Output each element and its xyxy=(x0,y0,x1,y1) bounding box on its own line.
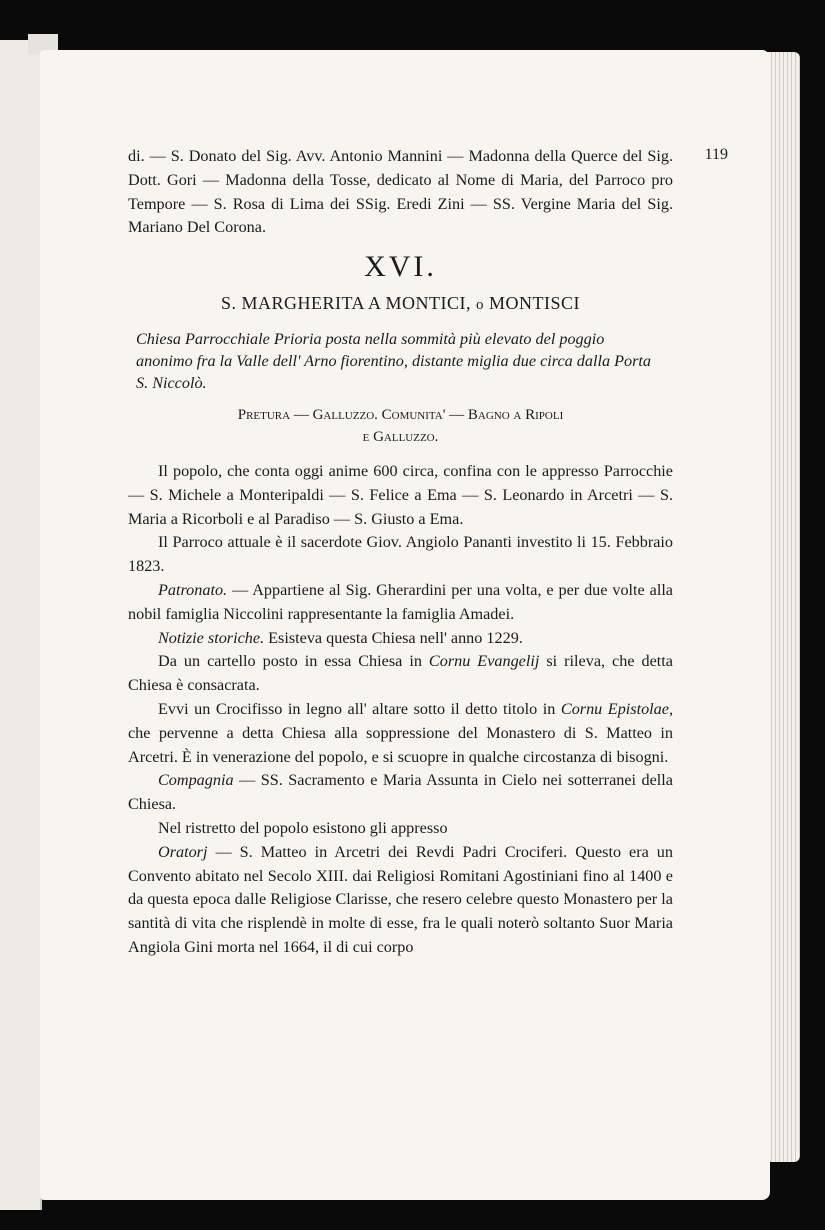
oratorj-label: Oratorj xyxy=(158,842,208,861)
paragraph-crocifisso xyxy=(128,698,673,769)
administrative-info xyxy=(128,404,673,448)
patronato-text: — Appartiene al Sig. Gherardini per una volta, e per due volte alla nobil famiglia Niccolini rappresentante la famiglia Amadei. xyxy=(128,580,673,623)
notizie-label: Notizie storiche. xyxy=(158,628,265,647)
paragraph-compagnia xyxy=(128,769,673,817)
patronato-label: Patronato. xyxy=(158,580,228,599)
chapter-title-alt: MONTISCI xyxy=(489,293,581,314)
continuation-paragraph: di. — S. Donato del Sig. Avv. Antonio Mannini — Madonna della Querce del Sig. Dott. Gori — Madonna della Tosse, dedicato al Nome di Maria, del Parroco pro Tempore — S. Rosa di Lima dei SSig. Eredi Zini — SS. Vergine Maria del Sig. Mariano Del Corona. xyxy=(128,147,673,237)
paragraph-cartello xyxy=(128,650,673,698)
compagnia-label: Compagnia xyxy=(158,771,234,790)
crocifisso-after: che pervenne a detta Chiesa alla soppressione del Monastero di S. Matteo in Arcetri. È in venerazione del popolo, e si scuopre in qualche circostanza di bisogni. xyxy=(128,723,673,766)
paragraph-ristretto: Nel ristretto del popolo esistono gli appresso xyxy=(158,818,448,837)
notizie-text: Esisteva questa Chiesa nell' anno 1229. xyxy=(264,628,523,647)
crocifisso-italic: Cornu Epistolae, xyxy=(560,699,673,718)
cartello-before: Da un cartello posto in essa Chiesa in xyxy=(158,652,429,671)
compagnia-text: — SS. Sacramento e Maria Assunta in Cielo nei sotterranei della Chiesa. xyxy=(128,771,673,814)
chapter-number: XVI. xyxy=(364,250,437,284)
paragraph-oratorj xyxy=(128,841,673,960)
admin-line-2: e Galluzzo. xyxy=(362,428,439,445)
oratorj-text: — S. Matteo in Arcetri dei Revdi Padri Crociferi. Questo era un Convento abitato nel Secolo XIII. dai Religiosi Romitani Agostiniani fino al 1400 e da questa epoca dalle Religiose Clarisse, che resero celebre questo Monastero per la santità di vita che risplendè in molte di esse, fra le quali noterò soltanto Suor Maria Angiola Gini morta nel 1664, il di cui corpo xyxy=(128,842,673,956)
chapter-title-main: S. MARGHERITA A MONTICI, xyxy=(220,293,472,314)
book-page xyxy=(40,50,770,1200)
paragraph-parroco: Il Parroco attuale è il sacerdote Giov. Angiolo Pananti investito li 15. Febbraio 1823. xyxy=(128,533,673,576)
crocifisso-before: Evvi un Crocifisso in legno all' altare sotto il detto titolo in xyxy=(158,699,561,718)
chapter-title xyxy=(128,292,673,318)
page-number: 119 xyxy=(704,146,728,163)
cartello-after: si rileva, che detta Chiesa è consacrata. xyxy=(128,652,673,695)
chapter-title-connector: o xyxy=(476,297,485,314)
cartello-italic: Cornu Evangelij xyxy=(428,652,540,671)
church-description: Chiesa Parrocchiale Prioria posta nella sommità più elevato del poggio anonimo fra la Valle dell' Arno fiorentino, distante miglia due circa dalla Porta S. Niccolò. xyxy=(136,329,651,392)
paragraph-population: Il popolo, che conta oggi anime 600 circa, confina con le appresso Parrocchie — S. Michele a Monteripaldi — S. Felice a Ema — S. Leonardo in Arcetri — S. Maria a Ricorboli e al Paradiso — S. Giusto a Ema. xyxy=(128,461,673,528)
paragraph-notizie xyxy=(128,627,673,651)
page-content xyxy=(128,145,673,960)
admin-line-1: Pretura — Galluzzo. Comunita' — Bagno a Ripoli xyxy=(237,406,564,423)
left-page-edge xyxy=(0,40,42,1210)
paragraph-patronato xyxy=(128,579,673,627)
